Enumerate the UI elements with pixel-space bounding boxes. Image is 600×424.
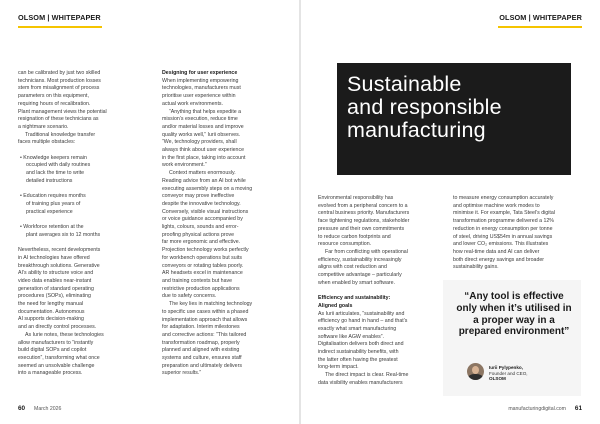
bullet-line: and lack the time to write (26, 170, 85, 177)
text-line: Far from conflicting with operational (325, 248, 408, 255)
avatar-body-shape (468, 374, 483, 380)
text-line: breakthrough solutions. Generative (18, 262, 100, 269)
text-line: a nightmare scenario. (18, 123, 69, 130)
text-line: Environmental responsibility has (318, 195, 394, 201)
attribution-org: OLSOM (489, 376, 506, 381)
env-paragraph-1 (318, 195, 446, 249)
text-line: parameters on this equipment, (18, 93, 89, 100)
subheading-line: Aligned goals (318, 302, 353, 309)
text-line: to specific use cases within a phased (162, 308, 249, 315)
tata-paragraph (453, 195, 589, 272)
bullet-line: practical experience (26, 208, 73, 215)
text-line: Plant management views the potential (18, 108, 107, 115)
text-line: As Iurii articulates, “sustainability and (318, 310, 405, 317)
text-line: work environment.” (162, 162, 207, 169)
text-line: AI’s ability to structure voice and (18, 270, 94, 277)
text-line: Traditional knowledge transfer (25, 131, 96, 138)
website-url: manufacturingdigital.com (508, 406, 566, 412)
bullet-item (18, 193, 148, 216)
text-line: conveyor may prove ineffective (162, 193, 235, 200)
text-line: “We, technology providers, shall (162, 139, 237, 146)
text-line: can be calibrated by just two skilled (18, 70, 101, 76)
text-line: far more ergonomic and effective. (162, 239, 241, 246)
text-line: evolved from a peripheral concern to a (318, 202, 408, 209)
bullet-line: plant averages six to 12 months (26, 231, 101, 238)
text-line: and corrective actions: “This tailored (162, 331, 247, 338)
text-line: When implementing empowering (162, 77, 239, 84)
text-line: aligns with cost reduction and (318, 264, 387, 271)
right-page-number: 61 (574, 405, 582, 412)
text-line: Nevertheless, recent developments (18, 247, 101, 254)
quote-attribution (489, 365, 528, 382)
text-line: “Anything that helps expedite a (169, 108, 242, 115)
env-paragraph-2 (318, 249, 446, 288)
ux-paragraph-3 (162, 170, 286, 301)
text-line: faces multiple obstacles: (18, 139, 76, 146)
text-line: superior results.” (162, 370, 202, 377)
env-paragraph-3 (318, 311, 446, 373)
text-line: generation of standard operating (18, 285, 94, 292)
attribution-role: Founder and CEO, (489, 370, 528, 376)
text-line: execution”, transforming what once (18, 354, 100, 361)
text-line: lights, colours, sounds and error- (162, 224, 239, 231)
text-line: video data enables near-instant (18, 277, 92, 284)
left-column-2 (162, 70, 286, 378)
bullet-item (18, 155, 148, 186)
text-line: for workbench operations but suits (162, 254, 242, 261)
text-line: allow manufacturers to “instantly (18, 339, 94, 346)
text-line: due to safety concerns. (162, 293, 217, 300)
text-line: and/or material losses and improve (162, 123, 244, 130)
text-line: long-term impact. (318, 364, 359, 371)
text-line: quality works well,” Iurii observes. (162, 131, 241, 138)
text-line: into a manageable process. (18, 370, 83, 377)
text-line: face tightening regulations, stakeholder (318, 218, 410, 225)
text-line: mission’s execution, reduce time (162, 116, 238, 123)
text-line: data visibility enables manufacturers (318, 379, 403, 386)
text-line: resource consumption. (318, 241, 372, 248)
text-line: sustainability gains. (453, 264, 499, 271)
env-paragraph-4 (318, 372, 446, 387)
text-line: seemed an unsolvable challenge (18, 362, 95, 369)
intro-paragraph (18, 70, 148, 132)
text-line: efficiency go hand in hand – and that’s (318, 318, 408, 325)
avatar (467, 363, 484, 380)
text-line: exactly what smart manufacturing (318, 325, 397, 332)
left-column-1 (18, 70, 148, 378)
text-line: both direct energy savings and broader (453, 256, 545, 263)
text-line: procedures (SOPs), eliminating (18, 293, 91, 300)
text-line: always think about user experience (162, 147, 245, 154)
text-line: AI supports decision-making (18, 316, 84, 323)
text-line: documentation. Autonomous (18, 308, 85, 315)
text-line: systems and culture, ensures staff (162, 355, 242, 362)
right-header-accent-rule (498, 26, 582, 28)
text-line: resignation of these technicians as (18, 116, 99, 123)
bullet-line: detailed instructions (26, 177, 73, 184)
text-line: for adaptation. Interim milestones (162, 324, 240, 331)
left-page-date: March 2026 (34, 406, 62, 412)
text-line: to reduce carbon footprints and (318, 233, 391, 240)
text-line: central business priority. Manufacturers (318, 210, 410, 217)
text-line: Conversely, visible visual instructions (162, 208, 249, 215)
text-line: of steel, driving US$54m in annual savings (453, 233, 553, 240)
text-line: and optimise machine work modes to (453, 202, 540, 209)
text-line: when enabled by smart software. (318, 279, 396, 286)
title-line: and responsible (347, 95, 502, 119)
bullet-line: • Education requires months (20, 193, 86, 200)
bullet-line: • Knowledge keepers remain (20, 154, 87, 161)
text-line: conveyors or rotating tables poorly. (162, 262, 244, 269)
left-page (0, 0, 299, 424)
ux-paragraph-1 (162, 78, 286, 109)
text-line: to measure energy consumption accurately (453, 195, 554, 201)
text-line: technologies, manufacturers must (162, 85, 241, 92)
subheading-designing: Designing for user experience (162, 70, 238, 76)
text-line: and an directly control processes. (18, 324, 97, 331)
text-line: how real-time data and AI can deliver (453, 248, 540, 255)
text-line: minimise it. For example, Tata Steel’s digital (453, 210, 555, 217)
bullet-line: • Workforce retention at the (20, 224, 84, 231)
text-line: The direct impact is clear. Real-time (325, 372, 409, 379)
text-line: the latter often having the greatest (318, 356, 398, 363)
text-line: pressure and their own commitments (318, 225, 405, 232)
closing-paragraph (18, 247, 148, 332)
subheading-line: Efficiency and sustainability: (318, 295, 391, 302)
ux-paragraph-4 (162, 301, 286, 378)
left-page-number: 60 (18, 405, 26, 412)
title-line: Sustainable (347, 72, 462, 96)
title-line: manufacturing (347, 118, 486, 142)
avatar-head-shape (472, 366, 479, 374)
right-page-header: OLSOM | WHITEPAPER (499, 13, 582, 22)
text-line: in the first place, taking into account (162, 154, 246, 161)
text-line: Projection technology works perfectly (162, 247, 249, 254)
left-page-header: OLSOM | WHITEPAPER (18, 13, 101, 22)
bullet-item (18, 224, 148, 239)
attribution-name: Iurii Pylypenko, (489, 365, 523, 370)
right-column-1 (318, 195, 446, 388)
text-line: or voice guidance accompanied by (162, 216, 243, 223)
bullet-line: occupied with daily routines (26, 162, 91, 169)
obstacles-paragraph (18, 132, 148, 147)
right-column-2 (453, 195, 589, 272)
text-line: AR headsets excel in maintenance (162, 270, 243, 277)
article-title (347, 73, 565, 142)
text-line: Context matters enormously. (169, 170, 236, 177)
text-line: stem from misalignment of process (18, 85, 100, 92)
text-line: transformation programme delivered a 12% (453, 218, 554, 225)
right-page (301, 0, 600, 424)
text-line: software like AGW enables”. (318, 333, 384, 340)
subheading-efficiency (318, 295, 446, 310)
text-line: preparation and ultimately delivers (162, 362, 242, 369)
left-header-accent-rule (18, 26, 102, 28)
title-banner (337, 63, 571, 175)
text-line: proofing physical actions prove (162, 231, 235, 238)
ux-paragraph-2 (162, 109, 286, 171)
text-line: efficiency, sustainability increasingly (318, 256, 402, 263)
text-line: the need for lengthy manual (18, 301, 84, 308)
text-line: requiring hours of recalibration. (18, 100, 91, 107)
text-line: indirect sustainability benefits, with (318, 349, 399, 356)
text-line: build digital SOPs and copilot (18, 347, 87, 354)
lurie-paragraph (18, 332, 148, 378)
text-line: prioritise user experience within (162, 93, 236, 100)
text-line: actual work environments. (162, 100, 223, 107)
pull-quote-text: “Any tool is effective only when it’s utilised in a proper way in a prepared environment” (456, 291, 572, 338)
text-line: reduction in energy consumption per tonne (453, 225, 553, 232)
text-line: and lower CO₂ emissions. This illustrates (453, 241, 549, 248)
text-line: despite the innovative technology. (162, 200, 241, 207)
pull-quote-box (443, 280, 581, 396)
text-line: in AI technologies have offered (18, 254, 90, 261)
text-line: competitive advantage – particularly (318, 272, 402, 279)
text-line: executing assembly steps on a moving (162, 185, 253, 192)
text-line: technicians. Most production losses (18, 77, 101, 84)
bullet-line: of training plus years of (26, 200, 81, 207)
text-line: restrictive production applications (162, 285, 240, 292)
text-line: planned and aligned with existing (162, 347, 240, 354)
text-line: implementation approach that allows (162, 316, 248, 323)
text-line: Digitalisation delivers both direct and (318, 341, 404, 348)
text-line: and training contexts but have (162, 277, 233, 284)
text-line: As Iurie notes, these technologies (25, 331, 104, 338)
text-line: The key lies in matching technology (169, 301, 253, 308)
text-line: Reading advice from an AI bot while (162, 177, 246, 184)
text-line: transformation roadmap, properly (162, 339, 240, 346)
